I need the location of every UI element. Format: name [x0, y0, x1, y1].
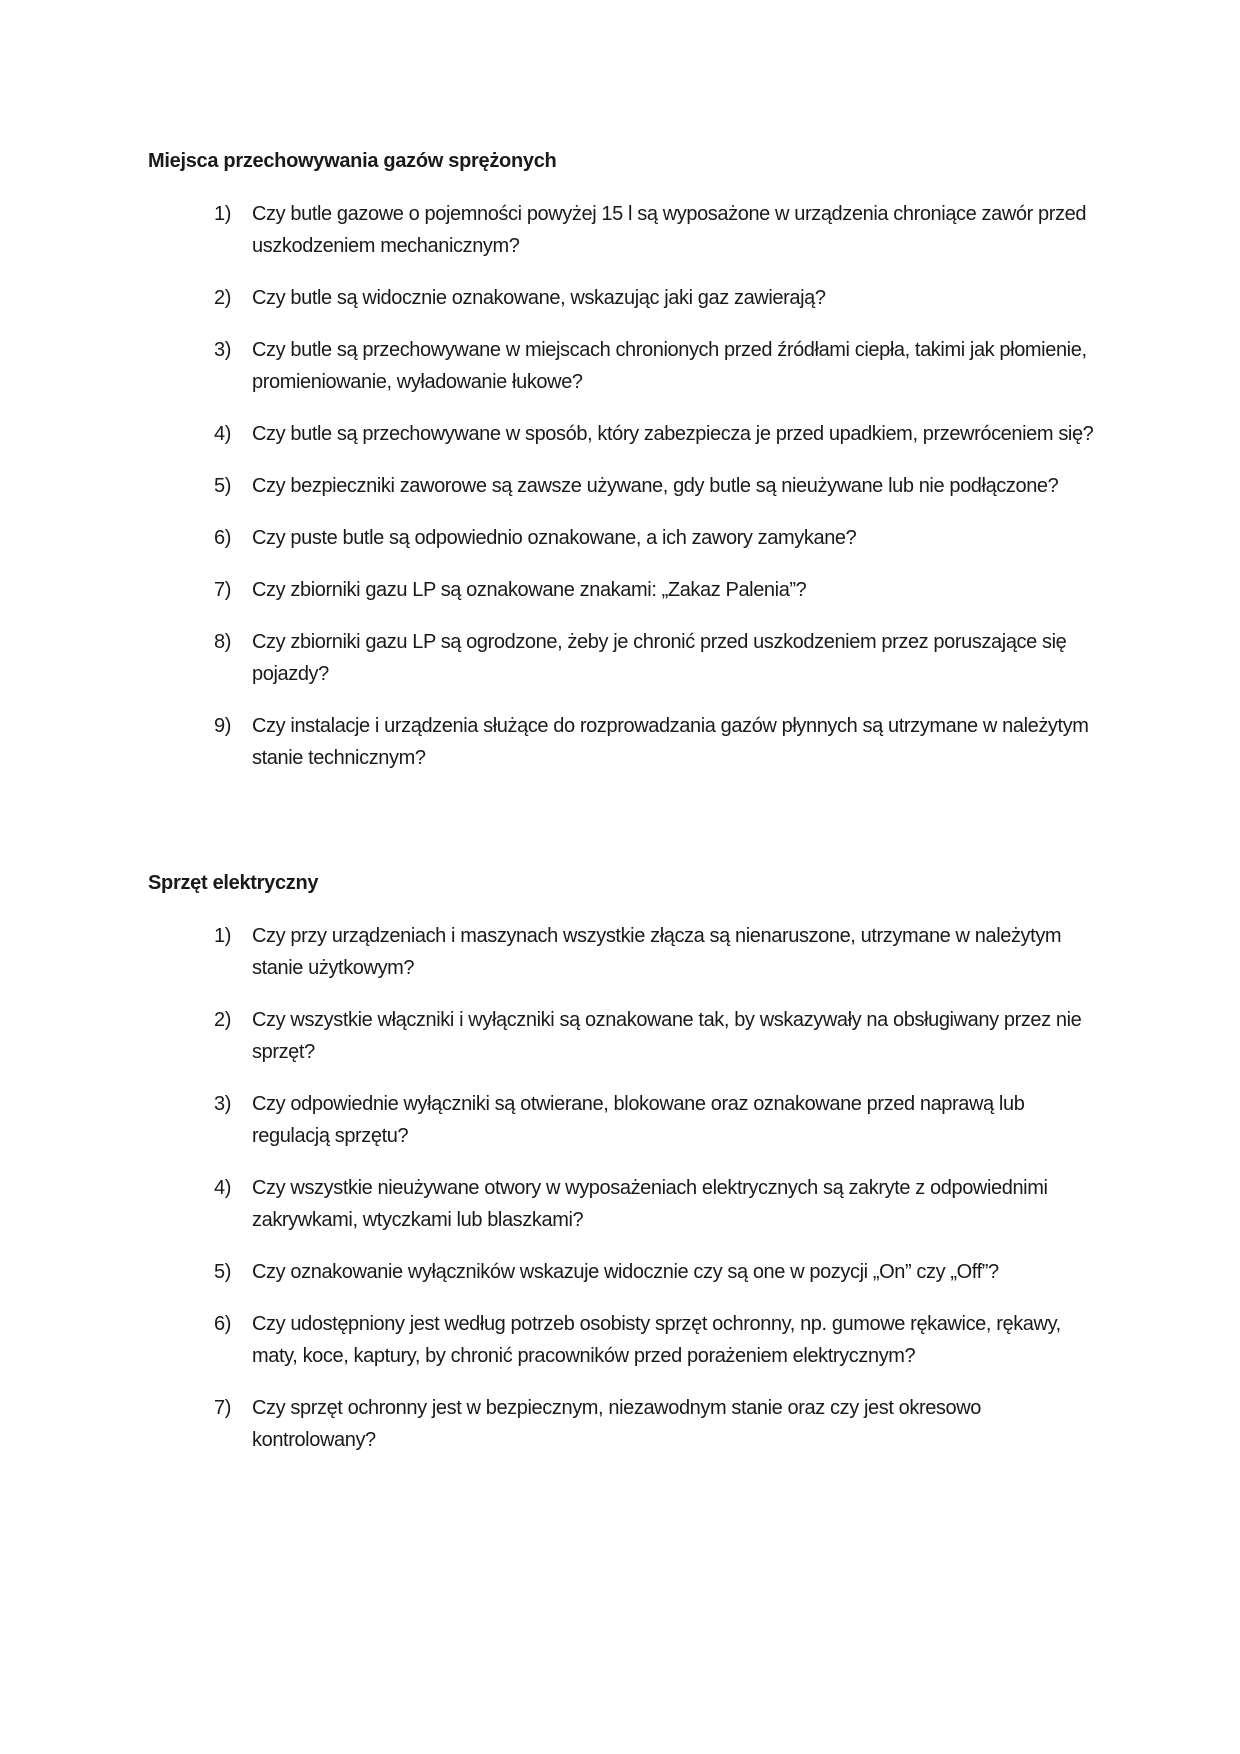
gases-question-list [214, 198, 1094, 794]
section-heading-electrical: Sprzęt elektryczny [148, 872, 319, 894]
electrical-question-list [214, 920, 1094, 1476]
list-item [214, 1172, 1094, 1236]
list-item [214, 1004, 1094, 1068]
item-text: Czy sprzęt ochronny jest w bezpiecznym, niezawodnym stanie oraz czy jest okresowo kontrolowany? [252, 1397, 982, 1451]
item-number: 5) [214, 475, 231, 497]
item-text: Czy butle są przechowywane w sposób, który zabezpiecza je przed upadkiem, przewróceniem się? [252, 423, 1094, 445]
list-item [214, 282, 1094, 314]
item-number: 8) [214, 631, 231, 653]
item-number: 3) [214, 1093, 231, 1115]
item-number: 3) [214, 339, 231, 361]
item-number: 7) [214, 1397, 231, 1419]
item-text: Czy wszystkie włączniki i wyłączniki są oznakowane tak, by wskazywały na obsługiwany przez nie sprzęt? [252, 1009, 1082, 1063]
item-text: Czy bezpieczniki zaworowe są zawsze używane, gdy butle są nieużywane lub nie podłączone? [252, 475, 1059, 497]
list-item [214, 920, 1094, 984]
list-item [214, 626, 1094, 690]
item-text: Czy zbiorniki gazu LP są ogrodzone, żeby je chronić przed uszkodzeniem przez poruszające się pojazdy? [252, 631, 1067, 685]
list-item [214, 1308, 1094, 1372]
item-number: 2) [214, 1009, 231, 1031]
list-item [214, 710, 1094, 774]
item-text: Czy oznakowanie wyłączników wskazuje widocznie czy są one w pozycji „On” czy „Off”? [252, 1261, 999, 1283]
item-number: 6) [214, 1313, 231, 1335]
item-text: Czy wszystkie nieużywane otwory w wyposażeniach elektrycznych są zakryte z odpowiednimi zakrywkami, wtyczkami lub blaszkami? [252, 1177, 1048, 1231]
item-text: Czy butle gazowe o pojemności powyżej 15 l są wyposażone w urządzenia chroniące zawór przed uszkodzeniem mechanicznym? [252, 203, 1087, 257]
list-item [214, 334, 1094, 398]
item-number: 7) [214, 579, 231, 601]
section-heading-gases: Miejsca przechowywania gazów sprężonych [148, 150, 557, 172]
item-number: 1) [214, 203, 231, 225]
list-item [214, 1088, 1094, 1152]
list-item [214, 198, 1094, 262]
item-number: 6) [214, 527, 231, 549]
item-text: Czy odpowiednie wyłączniki są otwierane, blokowane oraz oznakowane przed naprawą lub regulacją sprzętu? [252, 1093, 1025, 1147]
item-number: 4) [214, 423, 231, 445]
item-number: 1) [214, 925, 231, 947]
item-number: 2) [214, 287, 231, 309]
item-number: 9) [214, 715, 231, 737]
list-item [214, 418, 1094, 450]
item-text: Czy butle są widocznie oznakowane, wskazując jaki gaz zawierają? [252, 287, 826, 309]
list-item [214, 1256, 1094, 1288]
item-text: Czy przy urządzeniach i maszynach wszystkie złącza są nienaruszone, utrzymane w należytym stanie użytkowym? [252, 925, 1062, 979]
item-text: Czy butle są przechowywane w miejscach chronionych przed źródłami ciepła, takimi jak płomienie, promieniowanie, wyładowanie łukowe? [252, 339, 1087, 393]
item-text: Czy instalacje i urządzenia służące do rozprowadzania gazów płynnych są utrzymane w należytym stanie technicznym? [252, 715, 1089, 769]
list-item [214, 1392, 1094, 1456]
item-text: Czy zbiorniki gazu LP są oznakowane znakami: „Zakaz Palenia”? [252, 579, 807, 601]
item-text: Czy udostępniony jest według potrzeb osobisty sprzęt ochronny, np. gumowe rękawice, rękawy, maty, koce, kaptury, by chronić pracowników przed porażeniem elektrycznym? [252, 1313, 1061, 1367]
item-text: Czy puste butle są odpowiednio oznakowane, a ich zawory zamykane? [252, 527, 857, 549]
item-number: 5) [214, 1261, 231, 1283]
list-item [214, 574, 1094, 606]
item-number: 4) [214, 1177, 231, 1199]
list-item [214, 522, 1094, 554]
list-item [214, 470, 1094, 502]
